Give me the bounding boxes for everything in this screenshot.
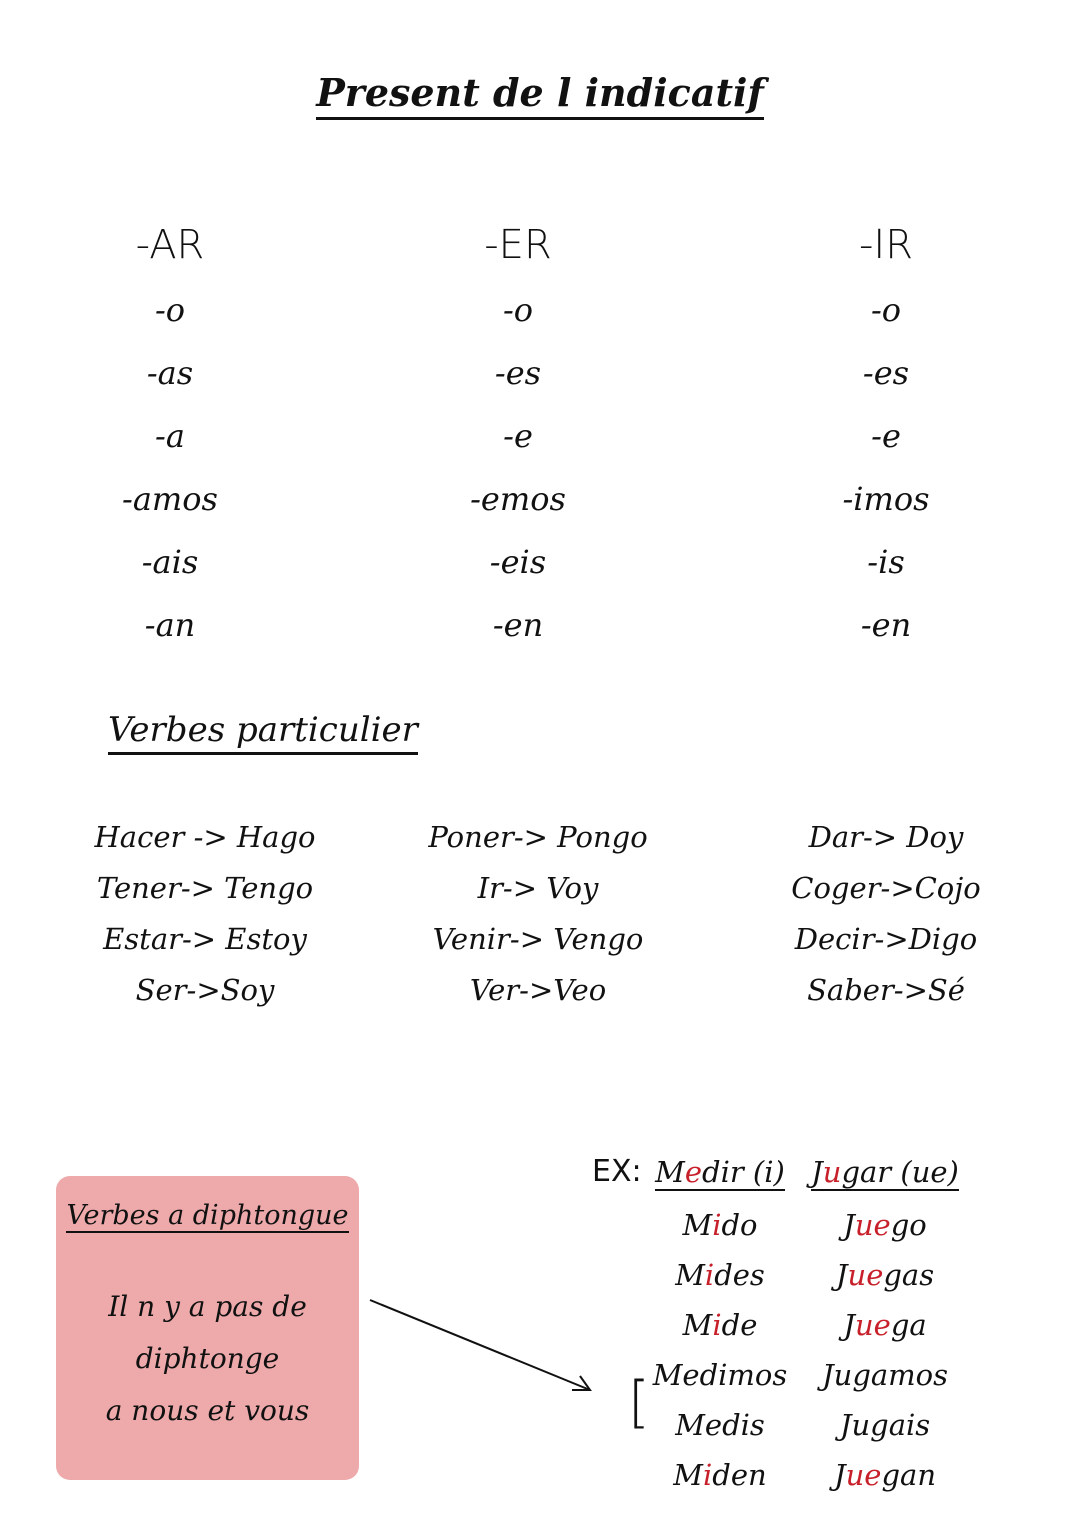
text-part: ga bbox=[890, 1308, 927, 1342]
text-part: gan bbox=[881, 1458, 936, 1492]
ending: -ais bbox=[141, 543, 199, 581]
irregular-group-3 bbox=[736, 812, 1036, 1016]
note-heading-text: Verbes a diphtongue bbox=[66, 1200, 349, 1231]
text-part: M bbox=[675, 1408, 705, 1442]
ending: -emos bbox=[470, 480, 566, 518]
irregular-verb: Estar-> Estoy bbox=[103, 922, 307, 956]
irregular-verb: Ir-> Voy bbox=[477, 871, 599, 905]
ar-column bbox=[50, 220, 290, 668]
er-column bbox=[398, 220, 638, 668]
text-part: e bbox=[704, 1408, 723, 1442]
text-part: J bbox=[843, 1208, 855, 1242]
verb-form bbox=[785, 1350, 985, 1400]
text-part: go bbox=[890, 1208, 927, 1242]
text-part: M bbox=[652, 1358, 683, 1392]
ending: -as bbox=[146, 354, 194, 392]
text-part: J bbox=[811, 1155, 823, 1189]
irregular-verb: Ser->Soy bbox=[135, 973, 275, 1007]
example-label: EX: bbox=[592, 1154, 642, 1189]
particular-heading bbox=[108, 710, 418, 750]
note-line: a nous et vous bbox=[105, 1394, 310, 1427]
arrow-icon bbox=[360, 1290, 610, 1410]
ending: -e bbox=[871, 417, 901, 455]
text-part: M bbox=[655, 1155, 685, 1189]
verb-form bbox=[785, 1450, 985, 1500]
irregular-verb: Hacer -> Hago bbox=[94, 820, 316, 854]
text-part: gamos bbox=[852, 1358, 949, 1392]
ending: -eis bbox=[489, 543, 547, 581]
ending: -en bbox=[492, 606, 544, 644]
ending: -a bbox=[155, 417, 185, 455]
highlight-part: ue bbox=[854, 1308, 891, 1342]
highlight-part: ue bbox=[847, 1258, 884, 1292]
text-part: gais bbox=[870, 1408, 931, 1442]
text-part: J bbox=[839, 1408, 852, 1442]
note-line: Il n y a pas de diphtonge bbox=[108, 1290, 307, 1375]
page-title-text: Present de l indicatif bbox=[316, 70, 764, 120]
irregular-verb: Dar-> Doy bbox=[808, 820, 964, 854]
ending: -amos bbox=[122, 480, 218, 518]
jugar-conjugation bbox=[785, 1150, 985, 1500]
verb-head bbox=[785, 1150, 985, 1200]
highlight-part: e bbox=[684, 1155, 703, 1189]
text-part: do bbox=[721, 1208, 758, 1242]
ending: -is bbox=[867, 543, 905, 581]
text-part: u bbox=[833, 1358, 853, 1392]
irregular-group-1 bbox=[55, 812, 355, 1016]
text-part: J bbox=[821, 1358, 834, 1392]
irregular-verb: Venir-> Vengo bbox=[432, 922, 644, 956]
text-part: J bbox=[843, 1308, 855, 1342]
text-part: gar (ue) bbox=[841, 1155, 959, 1189]
irregular-verb: Coger->Cojo bbox=[791, 871, 981, 905]
ending: -o bbox=[870, 291, 902, 329]
text-part: M bbox=[673, 1458, 703, 1492]
ending: -imos bbox=[842, 480, 930, 518]
verb-head-text bbox=[811, 1155, 959, 1191]
text-part: J bbox=[833, 1458, 846, 1492]
verb-form bbox=[785, 1250, 985, 1300]
text-part: M bbox=[682, 1308, 713, 1342]
text-part: dimos bbox=[699, 1358, 788, 1392]
bracket-icon: [ bbox=[628, 1370, 650, 1435]
ending: -an bbox=[144, 606, 196, 644]
text-part: dis bbox=[722, 1408, 765, 1442]
text-part: J bbox=[835, 1258, 848, 1292]
text-part: M bbox=[682, 1208, 713, 1242]
ending: -en bbox=[860, 606, 912, 644]
verb-form bbox=[785, 1200, 985, 1250]
irregular-verb: Tener-> Tengo bbox=[96, 871, 314, 905]
irregular-group-2 bbox=[388, 812, 688, 1016]
highlight-part: i bbox=[712, 1308, 722, 1342]
highlight-part: i bbox=[704, 1258, 715, 1292]
text-part: des bbox=[714, 1258, 765, 1292]
page-title bbox=[0, 70, 1080, 115]
highlight-part: ue bbox=[854, 1208, 891, 1242]
ending: -o bbox=[154, 291, 186, 329]
note-text bbox=[56, 1281, 359, 1437]
irregular-verb: Poner-> Pongo bbox=[428, 820, 648, 854]
ending: -o bbox=[502, 291, 534, 329]
text-part: u bbox=[851, 1408, 871, 1442]
ending: -es bbox=[862, 354, 910, 392]
ir-column bbox=[766, 220, 1006, 668]
note-heading bbox=[56, 1200, 359, 1231]
irregular-verb: Ver->Veo bbox=[469, 973, 607, 1007]
column-head: -IR bbox=[858, 222, 914, 268]
highlight-part: i bbox=[712, 1208, 722, 1242]
text-part: M bbox=[675, 1258, 705, 1292]
text-part: gas bbox=[883, 1258, 935, 1292]
highlight-part: i bbox=[703, 1458, 713, 1492]
highlight-part: u bbox=[822, 1155, 842, 1189]
verb-head-text bbox=[655, 1155, 785, 1191]
column-head: -ER bbox=[484, 222, 552, 268]
diphthong-note bbox=[56, 1176, 359, 1480]
text-part: e bbox=[682, 1358, 700, 1392]
verb-form bbox=[785, 1300, 985, 1350]
text-part: de bbox=[721, 1308, 758, 1342]
irregular-verb: Saber->Sé bbox=[807, 973, 965, 1007]
text-part: dir (i) bbox=[702, 1155, 785, 1189]
ending: -es bbox=[494, 354, 542, 392]
verb-form bbox=[785, 1400, 985, 1450]
text-part: den bbox=[712, 1458, 767, 1492]
irregular-verb: Decir->Digo bbox=[794, 922, 978, 956]
particular-heading-text: Verbes particulier bbox=[108, 710, 418, 755]
column-head: -AR bbox=[135, 222, 205, 268]
ending: -e bbox=[503, 417, 533, 455]
highlight-part: ue bbox=[845, 1458, 882, 1492]
